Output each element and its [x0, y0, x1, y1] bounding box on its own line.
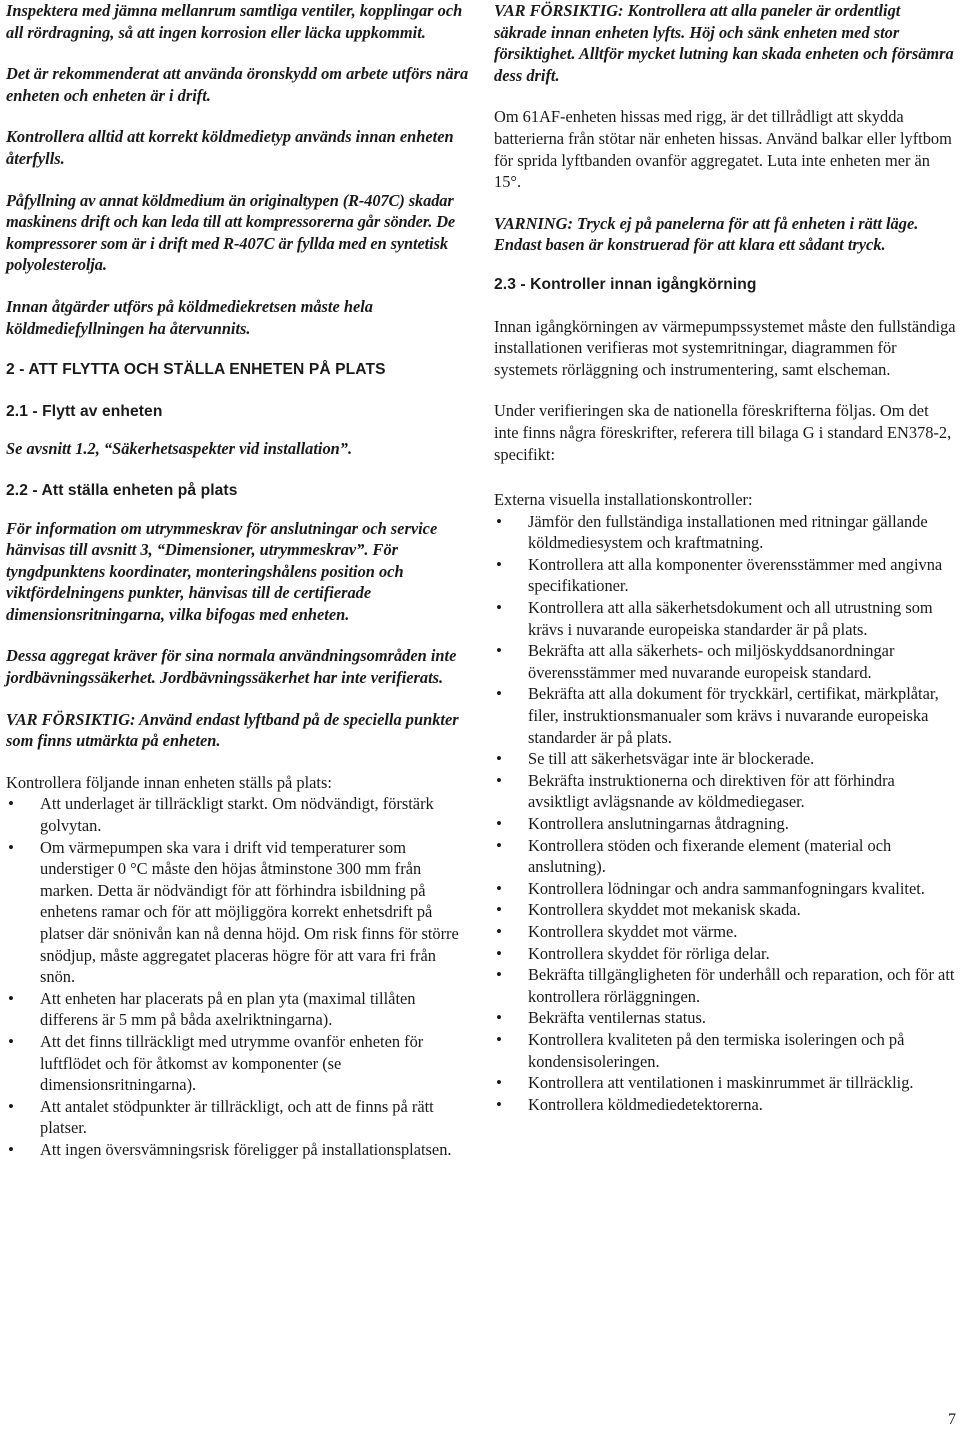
list-item: • Se till att säkerhetsvägar inte är blockerade.	[494, 748, 956, 770]
rigging-paragraph: Om 61AF-enheten hissas med rigg, är det tillrådligt att skydda batterierna från stötar när enheten hissas. Använd balkar eller lyftbom för sprida lyftbanden ovanför aggregatet. Luta inte enheten mer än 15°.	[494, 107, 952, 192]
earthquake-paragraph: Dessa aggregat kräver för sina normala användningsområden inte jordbävningssäkerhet. Jordbävningssäkerhet har inte verifierats.	[6, 646, 457, 688]
list-item: • Kontrollera skyddet mot mekanisk skada.	[494, 899, 956, 921]
list-item: • Bekräfta ventilernas status.	[494, 1007, 956, 1029]
list-item: • Kontrollera köldmediedetektorerna.	[494, 1094, 956, 1116]
placement-checklist	[6, 793, 472, 1160]
section-2-heading: 2 - ATT FLYTTA OCH STÄLLA ENHETEN PÅ PLATS	[6, 361, 386, 379]
right-column	[494, 0, 956, 1115]
valve-inspection-note: Inspektera med jämna mellanrum samtliga ventiler, kopplingar och all rördragning, så att ingen korrosion eller läcka uppkommit.	[6, 1, 463, 42]
list-item: • Om värmepumpen ska vara i drift vid temperaturer som understiger 0 °C måste den höjas åtminstone 300 mm från marken. Detta är nödvändigt för att förhindra isbildning på enhetens ramar och för att möjliggöra korrekt enhetsdrift på platser där snönivån kan nå denna höjd. Om risk finns för större snödjup, måste aggregatet placeras högre för att vara fri från snön.	[6, 837, 472, 988]
page-number: 7	[948, 1411, 956, 1428]
see-section-reference: Se avsnitt 1.2, “Säkerhetsaspekter vid installation”.	[6, 439, 353, 459]
left-column	[6, 0, 472, 1161]
panel-caution: VAR FÖRSIKTIG: Kontrollera att alla paneler är ordentligt säkrade innan enheten lyfts. Höj och sänk enheten med stor försiktighet. Alltför mycket lutning kan skada enheten och försämra dess drift.	[494, 1, 954, 85]
visual-checks-intro: Externa visuella installationskontroller:	[494, 490, 753, 510]
refrigerant-recovery-note: Innan åtgärder utförs på köldmediekretsen måste hela köldmediefyllningen ha återvunnits.	[6, 296, 373, 338]
list-item: • Kontrollera att alla säkerhetsdokument och all utrustning som krävs i nuvarande europeiska standarder är på plats.	[494, 597, 956, 640]
list-item: • Bekräfta att alla säkerhets- och miljöskyddsanordningar överensstämmer med nuvarande europeisk standard.	[494, 640, 956, 683]
section-2-3-heading: 2.3 - Kontroller innan igångkörning	[494, 275, 757, 293]
hearing-protection-note: Det är rekommenderat att använda öronskydd om arbete utförs nära enheten och enheten är i drift.	[6, 64, 469, 105]
pre-start-paragraph: Innan igångkörningen av värmepumpssystemet måste den fullständiga installationen verifieras mot systemritningar, diagrammen för systemets rörläggning och instrumentering, samt elscheman.	[494, 316, 956, 379]
list-item: • Bekräfta att alla dokument för tryckkärl, certifikat, märkplåtar, filer, instruktionsmanualer som krävs i nuvarande europeiska standarder är på plats.	[494, 683, 956, 748]
list-item: • Att underlaget är tillräckligt starkt. Om nödvändigt, förstärk golvytan.	[6, 793, 472, 836]
list-item: • Bekräfta instruktionerna och direktiven för att förhindra avsiktligt avlägsnande av köldmediegaser.	[494, 770, 956, 813]
list-item: • Kontrollera skyddet mot värme.	[494, 921, 956, 943]
list-item: • Jämför den fullständiga installationen med ritningar gällande köldmediesystem och kraftmatning.	[494, 511, 956, 554]
panel-pressure-warning: VARNING: Tryck ej på panelerna för att få enheten i rätt läge. Endast basen är konstruerad för att klara ett sådant tryck.	[494, 213, 919, 255]
list-item: • Kontrollera anslutningarnas åtdragning.	[494, 813, 956, 835]
refrigerant-fill-warning: Påfyllning av annat köldmedium än originaltypen (R-407C) skadar maskinens drift och kan leda till att kompressorerna går sönder. De kompressorer som är i drift med R-407C är fyllda med en syntetisk polyolesterolja.	[6, 190, 456, 275]
list-item: • Att antalet stödpunkter är tillräckligt, och att de finns på rätt platser.	[6, 1096, 472, 1139]
lifting-caution: VAR FÖRSIKTIG: Använd endast lyftband på de speciella punkter som finns utmärkta på enheten.	[6, 709, 459, 751]
list-item: • Kontrollera att ventilationen i maskinrummet är tillräcklig.	[494, 1072, 956, 1094]
list-item: • Kontrollera kvaliteten på den termiska isoleringen och på kondensisoleringen.	[494, 1029, 956, 1072]
list-item: • Kontrollera lödningar och andra sammanfogningars kvalitet.	[494, 878, 956, 900]
list-item: • Kontrollera att alla komponenter överensstämmer med angivna specifikationer.	[494, 554, 956, 597]
list-item: • Att ingen översvämningsrisk föreligger på installationsplatsen.	[6, 1139, 472, 1161]
list-item: • Att enheten har placerats på en plan yta (maximal tillåten differens är 5 mm på båda axelriktningarna).	[6, 988, 472, 1031]
visual-checks-list	[494, 511, 956, 1116]
space-requirements-paragraph: För information om utrymmeskrav för anslutningar och service hänvisas till avsnitt 3, “Dimensioner, utrymmeskrav”. För tyngdpunktens koordinater, monteringshålens position och viktfördelningens punkter, hänvisas till de certifierade dimensionsritningarna, vilka bifogas med enheten.	[6, 518, 438, 624]
list-item: • Kontrollera skyddet för rörliga delar.	[494, 943, 956, 965]
refrigerant-type-note: Kontrollera alltid att korrekt köldmedietyp används innan enheten återfylls.	[6, 127, 454, 168]
placement-checklist-intro: Kontrollera följande innan enheten ställs på plats:	[6, 772, 332, 792]
section-2-1-heading: 2.1 - Flytt av enheten	[6, 402, 163, 420]
regulations-paragraph: Under verifieringen ska de nationella föreskrifterna följas. Om det inte finns några föreskrifter, referera till bilaga G i standard EN378-2, specifikt:	[494, 401, 952, 464]
list-item: • Att det finns tillräckligt med utrymme ovanför enheten för luftflödet och för åtkomst av komponenter (se dimensionsritningarna).	[6, 1031, 472, 1096]
list-item: • Bekräfta tillgängligheten för underhåll och reparation, och för att kontrollera rörläggningen.	[494, 964, 956, 1007]
section-2-2-heading: 2.2 - Att ställa enheten på plats	[6, 481, 238, 499]
list-item: • Kontrollera stöden och fixerande element (material och anslutning).	[494, 835, 956, 878]
